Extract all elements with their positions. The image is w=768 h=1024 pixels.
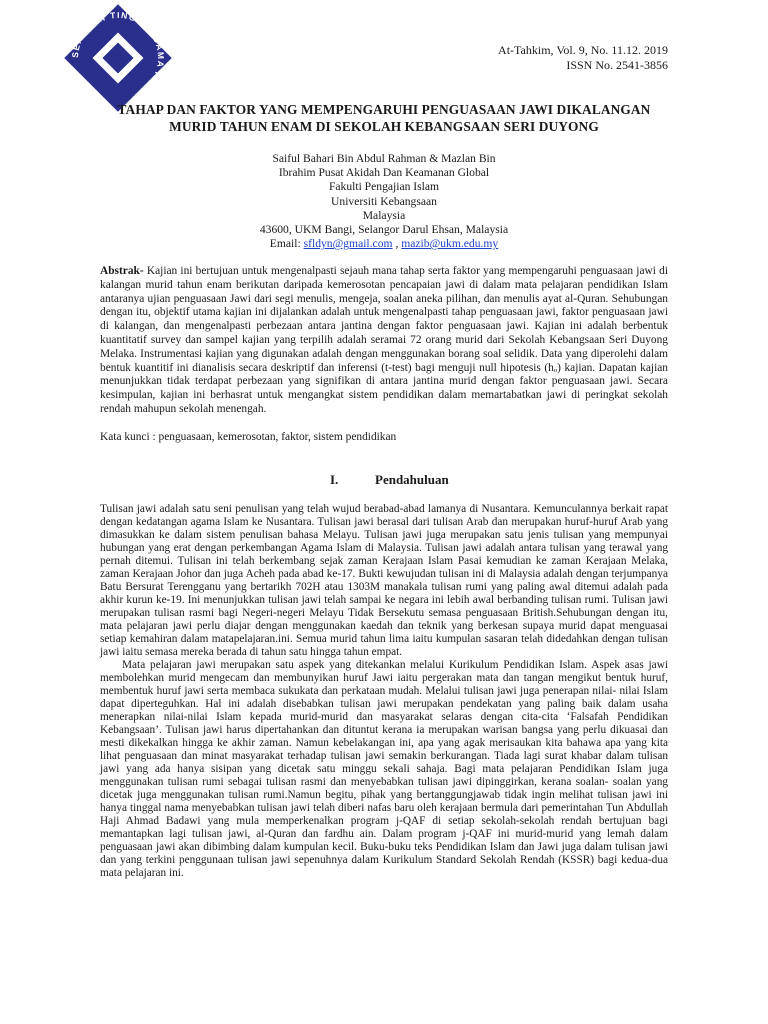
section-number: I. [330,472,339,487]
author-faculty: Fakulti Pengajian Islam [328,180,440,194]
author-affiliation: Ibrahim Pusat Akidah Dan Keamanan Global [278,166,490,180]
author-country: Malaysia [362,208,406,222]
abstract-label: Abstrak- [100,265,144,277]
section-title: Pendahuluan [375,472,449,487]
email-link-2[interactable]: mazib@ukm.edu.my [401,237,499,251]
journal-citation: At-Tahkim, Vol. 9, No. 11.12. 2019 [498,43,668,57]
journal-issn: ISSN No. 2541-3856 [566,58,668,72]
paper-title [92,101,676,135]
title-line-2: MURID TAHUN ENAM DI SEKOLAH KEBANGSAAN SERI DUYONG [169,119,599,134]
author-block [150,152,618,251]
institution-seal-icon [62,2,174,114]
abstract-text: Kajian ini bertujuan untuk mengenalpasti sejauh mana tahap serta faktor yang mempengaruhi penguasaan jawi di kalangan murid tahun enam berikutan daripada kemerosotan pencapaian jawi di dalam mata pelajaran pendidikan Islam antaranya ujian penguasaan Jawi dari segi menulis, mengeja, soalan aneka pilihan, dan menulis ayat al-Quran. Sehubungan dengan itu, objektif utama kajian ini dijalankan adalah untuk mengenalpasti tahap penguasaan jawi, faktor penguasaan jawi di kalangan, dan mengenalpasti perbezaan antara jantina dengan faktor penguasaan jawi. Kajian ini adalah berbentuk kuantitatif survey dan sampel kajian yang terpilih adalah seramai 72 orang murid dari Sekolah Kebangsaan Seri Duyong Melaka. Instrumentasi kajian yang digunakan adalah dengan menggunakan borang soal selidik. Data yang diperolehi dalam bentuk kuantitif ini dianalisis secara deskriptif dan inferensi (t-test) bagi menguji null hipotesis (hₒ) kajian. Dapatan kajian menunjukkan tidak terdapat perbezaan yang signifikan di antara jantina murid dengan faktor penguasaan jawi. Secara kesimpulan, kajian ini berhasrat untuk mengangkat sistem pendidikan dalam memartabatkan jawi di peringkat sekolah rendah mahupun sekolah menengah. [100,265,668,415]
body-text [100,503,668,880]
email-label: Email: [269,237,301,251]
journal-info [498,43,668,73]
body-paragraph-2: Mata pelajaran jawi merupakan satu aspek yang ditekankan melalui Kurikulum Pendidikan Islam. Aspek asas jawi membolehkan murid mengecam dan membunyikan huruf Jawi iaitu pergerakan mata dan tangan mengikut bentuk huruf, membentuk huruf jawi serta membaca sukukata dan perkataan mudah. Melalui tulisan jawi juga penerapan nilai- nilai Islam dapat diperteguhkan. Hal ini adalah disebabkan tulisan jawi merupakan pendekatan yang paling baik dalam usaha menerapkan nilai-nilai Islam kepada murid-murid dan masyarakat selaras dengan cita-cita ‘Falsafah Pendidikan Kebangsaan’. Tulisan jawi harus dipertahankan dan dituntut kerana ia merupakan warisan bangsa yang perlu dikuasai dan mesti dikekalkan hingga ke akhir zaman. Namun kebelakangan ini, apa yang agak merisaukan kita bahawa apa yang kita lihat penguasaan dan minat masyarakat terhadap tulisan jawi semakin berkurangan. Tiada lagi surat khabar dalam tulisan jawi yang ada hanya sisipan yang dicetak satu minggu sekali sahaja. Bagi mata pelajaran Pendidikan Islam juga menggunakan tulisan rumi sebagai tulisan rasmi dan menyebabkan tulisan jawi dipinggirkan, kerana soalan- soalan yang dicetak juga menggunakan tulisan rumi.Namun begitu, pihak yang bertanggungjawab tidak ingin melihat tulisan jawi ini hanya tinggal nama menyebabkan tulisan jawi telah diberi nafas baru oleh kerajaan bermula dari pemerintahan Tun Abdullah Haji Ahmad Badawi yang mula memperkenalkan program j-QAF di setiap sekolah-sekolah rendah bertujuan bagi memantapkan lagi tulisan jawi, al-Quran dan fardhu ain. Dalam program j-QAF ini murid-murid yang lemah dalam penguasaan jawi akan dibimbing dalam kumpulan kecil. Buku-buku teks Pendidikan Islam dan Jawi juga dalam tulisan jawi dan yang terkini penggunaan tulisan jawi sepenuhnya dalam Kurikulum Standard Sekolah Rendah (KSSR) bagi kedua-dua mata pelajaran ini. [100,659,668,879]
author-email-line [150,237,618,251]
email-separator: , [395,237,399,251]
email-link-1[interactable]: sfldyn@gmail.com [303,237,393,251]
abstract [100,265,668,417]
title-line-1: TAHAP DAN FAKTOR YANG MEMPENGARUHI PENGUASAAN JAWI DIKALANGAN [117,102,651,117]
keywords: Kata kunci : penguasaan, kemerosotan, faktor, sistem pendidikan [100,431,397,443]
author-names: Saiful Bahari Bin Abdul Rahman & Mazlan Bin [272,152,496,165]
author-university: Universiti Kebangsaan [331,194,437,208]
author-address: 43600, UKM Bangi, Selangor Darul Ehsan, Malaysia [259,223,509,237]
seal-ring-text: SEKOLAH TINGGI AGAMA ISLAM [69,9,167,103]
body-paragraph-1: Tulisan jawi adalah satu seni penulisan yang telah wujud berabad-abad lamanya di Nusantara. Kemunculannya berkait rapat dengan kedatangan agama Islam ke Nusantara. Tulisan jawi berasal dari tulisan Arab dan merupakan huruf-huruf Arab yang dimasukkan ke dalam sistem penulisan bahasa Melayu. Tulisan jawi juga merupakan satu jenis tulisan yang mempunyai hubungan yang erat dengan perkembangan Agama Islam di Malaysia. Tulisan jawi adalah antara tulisan yang terawal yang pernah ditemui. Tulisan ini telah berkembang sejak zaman Kerajaan Islam Pasai kemudian ke zaman Kerajaan Melaka, zaman Kerajaan Johor dan juga Acheh pada abad ke-17. Bukti kewujudan tulisan ini di Malaysia adalah dengan terjumpanya Batu Bersurat Terengganu yang bertarikh 702H atau 1303M manakala tulisan rumi yang paling awal ditemui adalah pada akhir kurun ke-19. Ini menunjukkan tulisan jawi telah sampai ke negara ini lebih awal berbanding tulisan rumi. Tulisan jawi merupakan tulisan rasmi bagi Negeri-negeri Melayu Tidak Bersekutu semasa penguasaan British.Sehubungan dengan itu, mata pelajaran jawi perlu diajar dengan menggunakan kaedah dan teknik yang berkesan supaya murid dapat menguasai setiap kemahiran dalam matapelajaran.ini. Semua murid tahun lima iaitu kumpulan sasaran telah didedahkan dengan tulisan jawi iaitu semasa mereka berada di tahun satu hingga tahun empat. [100,503,668,658]
